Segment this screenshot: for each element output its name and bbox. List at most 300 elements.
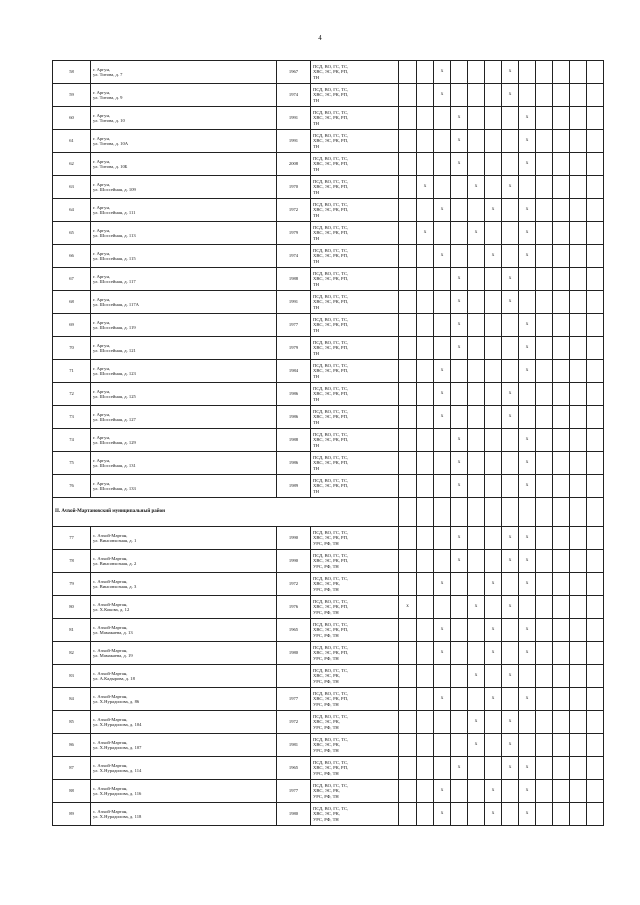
mark-cell: х (451, 550, 468, 573)
mark-cell (587, 642, 604, 665)
table-row (53, 452, 604, 475)
mark-cell (553, 573, 570, 596)
works-line: ПСД, ВО, ГС, ТС, (313, 409, 349, 415)
year-cell: 1970 (277, 176, 311, 199)
mark-cell (536, 452, 553, 475)
address-street: ул. Титова, д. 7 (93, 72, 123, 77)
mark-cell: х (502, 383, 519, 406)
mark-cell (399, 757, 417, 780)
address-city: г. Аргун, (93, 296, 111, 302)
mark-cell (434, 711, 451, 734)
address-cell (91, 199, 277, 222)
mark-cell (553, 665, 570, 688)
mark-cell (570, 688, 587, 711)
address-street: ул. Титова, д. 9 (93, 95, 123, 100)
mark-cell (417, 360, 434, 383)
mark-cell (587, 314, 604, 337)
works-line: ТН (313, 419, 320, 425)
year-cell: 1991 (277, 130, 311, 153)
mark-cell (502, 803, 519, 826)
works-line: ХВС, ЭС, РК, РП, (313, 437, 349, 443)
mark-cell (485, 84, 502, 107)
mark-cell (399, 222, 417, 245)
mark-cell (502, 222, 519, 245)
mark-cell (553, 452, 570, 475)
works-cell (311, 688, 399, 711)
mark-cell (485, 383, 502, 406)
mark-cell: х (485, 642, 502, 665)
mark-cell (502, 360, 519, 383)
table-row (53, 337, 604, 360)
row-number: 67 (53, 268, 91, 291)
mark-cell (434, 527, 451, 550)
mark-cell (570, 176, 587, 199)
mark-cell (536, 84, 553, 107)
mark-cell (587, 665, 604, 688)
works-line: ХВС, ЭС, РК, РП, (313, 276, 349, 282)
year-cell: 1977 (277, 780, 311, 803)
mark-cell: х (451, 337, 468, 360)
mark-cell (451, 688, 468, 711)
mark-cell: х (519, 222, 536, 245)
works-line: УРС, РФ, ТН (313, 816, 339, 822)
works-cell (311, 199, 399, 222)
mark-cell (587, 291, 604, 314)
mark-cell (468, 475, 485, 498)
works-line: ТН (313, 350, 320, 356)
mark-cell: х (399, 596, 417, 619)
works-cell (311, 245, 399, 268)
mark-cell: х (417, 222, 434, 245)
mark-cell: х (485, 245, 502, 268)
mark-cell: х (451, 452, 468, 475)
row-number: 82 (53, 642, 91, 665)
mark-cell (587, 130, 604, 153)
works-line: ХВС, ЭС, РК, РП, (313, 535, 349, 541)
mark-cell (434, 107, 451, 130)
mark-cell: х (519, 757, 536, 780)
mark-cell: х (519, 452, 536, 475)
mark-cell (399, 573, 417, 596)
table-row (53, 245, 604, 268)
table-row (53, 429, 604, 452)
mark-cell (536, 245, 553, 268)
mark-cell (519, 711, 536, 734)
table-row (53, 550, 604, 573)
mark-cell (434, 475, 451, 498)
mark-cell (553, 780, 570, 803)
mark-cell (587, 383, 604, 406)
works-line: ПСД, ВО, ГС, ТС, (313, 179, 349, 185)
address-street: ул. Шоссейная, д. 133 (93, 486, 136, 491)
mark-cell: х (434, 383, 451, 406)
mark-cell: х (434, 803, 451, 826)
works-cell (311, 429, 399, 452)
year-cell: 1977 (277, 314, 311, 337)
mark-cell (451, 619, 468, 642)
mark-cell (536, 107, 553, 130)
mark-cell (536, 757, 553, 780)
mark-cell (587, 498, 604, 527)
row-number: 85 (53, 711, 91, 734)
mark-cell (570, 222, 587, 245)
address-street: ул. Шоссейная, д. 123 (93, 371, 136, 376)
mark-cell (485, 550, 502, 573)
works-line: ХВС, ЭС, РК, (313, 742, 340, 748)
works-line: ПСД, ВО, ГС, ТС, (313, 202, 349, 208)
year-cell: 1991 (277, 107, 311, 130)
mark-cell (417, 429, 434, 452)
mark-cell: х (502, 291, 519, 314)
mark-cell (536, 360, 553, 383)
mark-cell (399, 199, 417, 222)
works-line: ХВС, ЭС, РК, РП, (313, 650, 349, 656)
mark-cell (434, 429, 451, 452)
works-cell (311, 475, 399, 498)
mark-cell (553, 222, 570, 245)
mark-cell (553, 107, 570, 130)
row-number: 65 (53, 222, 91, 245)
mark-cell (502, 452, 519, 475)
mark-cell: х (519, 550, 536, 573)
table-row (53, 665, 604, 688)
mark-cell (570, 596, 587, 619)
row-number: 73 (53, 406, 91, 429)
address-street: ул. Шоссейная, д. 117А (93, 302, 139, 307)
table-row (53, 688, 604, 711)
address-city: г. Аргун, (93, 342, 111, 348)
mark-cell (536, 498, 553, 527)
address-city: г. Аргун, (93, 66, 111, 72)
works-cell (311, 314, 399, 337)
address-street: ул. Х.Нурадилова, д. 107 (93, 745, 142, 750)
mark-cell (502, 314, 519, 337)
address-city: с. Ачхой-Мартан, (93, 578, 128, 584)
mark-cell (536, 642, 553, 665)
mark-cell (468, 130, 485, 153)
works-line: УРС, РФ, ТН (313, 678, 339, 684)
mark-cell (468, 268, 485, 291)
mark-cell: х (519, 803, 536, 826)
mark-cell (417, 61, 434, 84)
mark-cell (468, 498, 485, 527)
mark-cell (399, 803, 417, 826)
mark-cell: х (451, 153, 468, 176)
address-street: ул. Мамакаева, д. 19 (93, 653, 133, 658)
row-number: 84 (53, 688, 91, 711)
row-number: 78 (53, 550, 91, 573)
works-line: ПСД, ВО, ГС, ТС, (313, 737, 349, 743)
mark-cell (468, 688, 485, 711)
address-street: ул. Шоссейная, д. 119 (93, 325, 136, 330)
mark-cell (536, 665, 553, 688)
mark-cell (519, 61, 536, 84)
address-street: ул. Шоссейная, д. 117 (93, 279, 136, 284)
mark-cell: х (519, 527, 536, 550)
address-cell (91, 314, 277, 337)
works-line: ПСД, ВО, ГС, ТС, (313, 133, 349, 139)
works-cell (311, 642, 399, 665)
mark-cell (399, 429, 417, 452)
mark-cell: х (451, 757, 468, 780)
mark-cell (587, 199, 604, 222)
mark-cell (434, 550, 451, 573)
year-cell: 1989 (277, 475, 311, 498)
address-cell (91, 429, 277, 452)
address-city: г. Аргун, (93, 158, 111, 164)
mark-cell: х (519, 245, 536, 268)
mark-cell (485, 314, 502, 337)
address-cell (91, 452, 277, 475)
works-line: ХВС, ЭС, РК, РП, (313, 230, 349, 236)
address-street: ул. Винсовхозная, д. 2 (93, 561, 137, 566)
mark-cell (485, 475, 502, 498)
year-cell: 1979 (277, 337, 311, 360)
works-line: ХВС, ЭС, РК, РП, (313, 322, 349, 328)
mark-cell (502, 498, 519, 527)
mark-cell (468, 337, 485, 360)
table-row (53, 734, 604, 757)
mark-cell (587, 222, 604, 245)
address-city: с. Ачхой-Мартан, (93, 762, 128, 768)
mark-cell (468, 291, 485, 314)
mark-cell: х (519, 619, 536, 642)
mark-cell (417, 107, 434, 130)
works-line: ТН (313, 442, 320, 448)
year-cell: 1977 (277, 688, 311, 711)
mark-cell: х (434, 688, 451, 711)
works-line: ПСД, ВО, ГС, ТС, (313, 248, 349, 254)
year-cell: 2008 (277, 153, 311, 176)
mark-cell: х (468, 665, 485, 688)
address-street: ул. Х.Нурадилова, д. 104 (93, 722, 142, 727)
mark-cell (417, 498, 434, 527)
address-city: с. Ачхой-Мартан, (93, 601, 128, 607)
mark-cell (417, 711, 434, 734)
works-cell (311, 337, 399, 360)
mark-cell (468, 199, 485, 222)
mark-cell (434, 176, 451, 199)
mark-cell (570, 780, 587, 803)
mark-cell: х (502, 550, 519, 573)
mark-cell (587, 61, 604, 84)
works-line: УРС, РФ, ТН (313, 540, 339, 546)
address-city: с. Ачхой-Мартан, (93, 555, 128, 561)
address-cell (91, 550, 277, 573)
page-number: 4 (318, 34, 322, 42)
mark-cell (536, 314, 553, 337)
mark-cell (519, 734, 536, 757)
mark-cell (553, 153, 570, 176)
works-line: ТН (313, 97, 320, 103)
address-street: ул. Шоссейная, д. 109 (93, 187, 136, 192)
mark-cell (417, 406, 434, 429)
mark-cell: х (519, 314, 536, 337)
works-line: ПСД, ВО, ГС, ТС, (313, 760, 349, 766)
mark-cell (468, 360, 485, 383)
mark-cell (553, 803, 570, 826)
year-cell: 1979 (277, 222, 311, 245)
mark-cell (451, 61, 468, 84)
works-line: ХВС, ЭС, РК, РП, (313, 414, 349, 420)
mark-cell: х (451, 314, 468, 337)
mark-cell (399, 665, 417, 688)
address-cell (91, 665, 277, 688)
works-line: ПСД, ВО, ГС, ТС, (313, 668, 349, 674)
mark-cell (451, 199, 468, 222)
mark-cell (570, 107, 587, 130)
mark-cell: х (519, 337, 536, 360)
table-row (53, 360, 604, 383)
mark-cell (451, 360, 468, 383)
mark-cell (536, 222, 553, 245)
address-city: г. Аргун, (93, 204, 111, 210)
mark-cell: х (468, 734, 485, 757)
mark-cell (553, 757, 570, 780)
section-title: II. Ачхой-Мартановский муниципальный район (53, 498, 399, 527)
mark-cell (570, 475, 587, 498)
year-cell (277, 665, 311, 688)
mark-cell (434, 314, 451, 337)
mark-cell (485, 429, 502, 452)
year-cell: 1990 (277, 527, 311, 550)
row-number: 68 (53, 291, 91, 314)
mark-cell (417, 596, 434, 619)
mark-cell: х (485, 688, 502, 711)
mark-cell (536, 688, 553, 711)
mark-cell (485, 734, 502, 757)
mark-cell (434, 498, 451, 527)
address-city: г. Аргун, (93, 365, 111, 371)
mark-cell: х (519, 360, 536, 383)
mark-cell (570, 153, 587, 176)
address-cell (91, 176, 277, 199)
mark-cell (587, 452, 604, 475)
address-city: г. Аргун, (93, 250, 111, 256)
address-cell (91, 527, 277, 550)
mark-cell (451, 498, 468, 527)
mark-cell (536, 550, 553, 573)
works-line: ХВС, ЭС, РК, РП, (313, 558, 349, 564)
table-row (53, 573, 604, 596)
mark-cell (399, 780, 417, 803)
mark-cell: х (451, 527, 468, 550)
mark-cell (519, 665, 536, 688)
works-line: ТН (313, 166, 320, 172)
mark-cell (451, 406, 468, 429)
works-line: УРС, РФ, ТН (313, 770, 339, 776)
mark-cell (570, 314, 587, 337)
works-line: ТН (313, 396, 320, 402)
mark-cell (434, 268, 451, 291)
mark-cell: х (485, 780, 502, 803)
works-cell (311, 153, 399, 176)
mark-cell (468, 527, 485, 550)
mark-cell (570, 452, 587, 475)
address-street: ул. Х.Нурадилова, д. 114 (93, 768, 142, 773)
mark-cell (587, 406, 604, 429)
table-row (53, 107, 604, 130)
mark-cell (399, 475, 417, 498)
mark-cell (399, 176, 417, 199)
row-number: 80 (53, 596, 91, 619)
mark-cell (417, 688, 434, 711)
mark-cell (417, 803, 434, 826)
works-line: ХВС, ЭС, РК, (313, 719, 340, 725)
section-row (53, 498, 604, 527)
mark-cell (468, 245, 485, 268)
mark-cell (451, 84, 468, 107)
table-row (53, 291, 604, 314)
address-street: ул. Х.Нурадилова, д. 118 (93, 814, 142, 819)
address-street: ул. Х.Нурадилова, д. 116 (93, 791, 142, 796)
mark-cell (417, 153, 434, 176)
mark-cell (536, 711, 553, 734)
mark-cell (502, 573, 519, 596)
works-line: ПСД, ВО, ГС, ТС, (313, 156, 349, 162)
works-line: ТН (313, 327, 320, 333)
table-row (53, 642, 604, 665)
mark-cell (468, 383, 485, 406)
mark-cell: х (502, 596, 519, 619)
works-line: ТН (313, 488, 320, 494)
works-line: ПСД, ВО, ГС, ТС, (313, 691, 349, 697)
mark-cell (417, 665, 434, 688)
mark-cell (587, 429, 604, 452)
mark-cell (587, 245, 604, 268)
mark-cell (519, 596, 536, 619)
mark-cell (553, 130, 570, 153)
works-cell (311, 573, 399, 596)
mark-cell (502, 780, 519, 803)
address-cell (91, 803, 277, 826)
mark-cell: х (468, 596, 485, 619)
mark-cell (468, 452, 485, 475)
works-line: ХВС, ЭС, РК, РП, (313, 345, 349, 351)
mark-cell (519, 84, 536, 107)
mark-cell (399, 642, 417, 665)
mark-cell (570, 757, 587, 780)
mark-cell (399, 61, 417, 84)
mark-cell (485, 291, 502, 314)
mark-cell (434, 337, 451, 360)
mark-cell (485, 153, 502, 176)
mark-cell: х (519, 153, 536, 176)
mark-cell (468, 61, 485, 84)
mark-cell (468, 429, 485, 452)
works-line: ХВС, ЭС, РК, РП, (313, 460, 349, 466)
works-line: УРС, РФ, ТН (313, 655, 339, 661)
works-line: ПСД, ВО, ГС, ТС, (313, 363, 349, 369)
address-street: ул. Х.Кокова, д. 12 (93, 607, 130, 612)
mark-cell: х (451, 107, 468, 130)
address-street: ул. Мамакаева, д. 13 (93, 630, 133, 635)
works-cell (311, 596, 399, 619)
mark-cell (485, 268, 502, 291)
mark-cell (451, 780, 468, 803)
table-row (53, 406, 604, 429)
year-cell: 1974 (277, 245, 311, 268)
address-street: ул. Х.Нурадилова, д. 86 (93, 699, 140, 704)
mark-cell (451, 711, 468, 734)
mark-cell (536, 383, 553, 406)
mark-cell (399, 619, 417, 642)
address-city: г. Аргун, (93, 411, 111, 417)
works-line: ПСД, ВО, ГС, ТС, (313, 645, 349, 651)
mark-cell (570, 199, 587, 222)
mark-cell (587, 107, 604, 130)
row-number: 77 (53, 527, 91, 550)
